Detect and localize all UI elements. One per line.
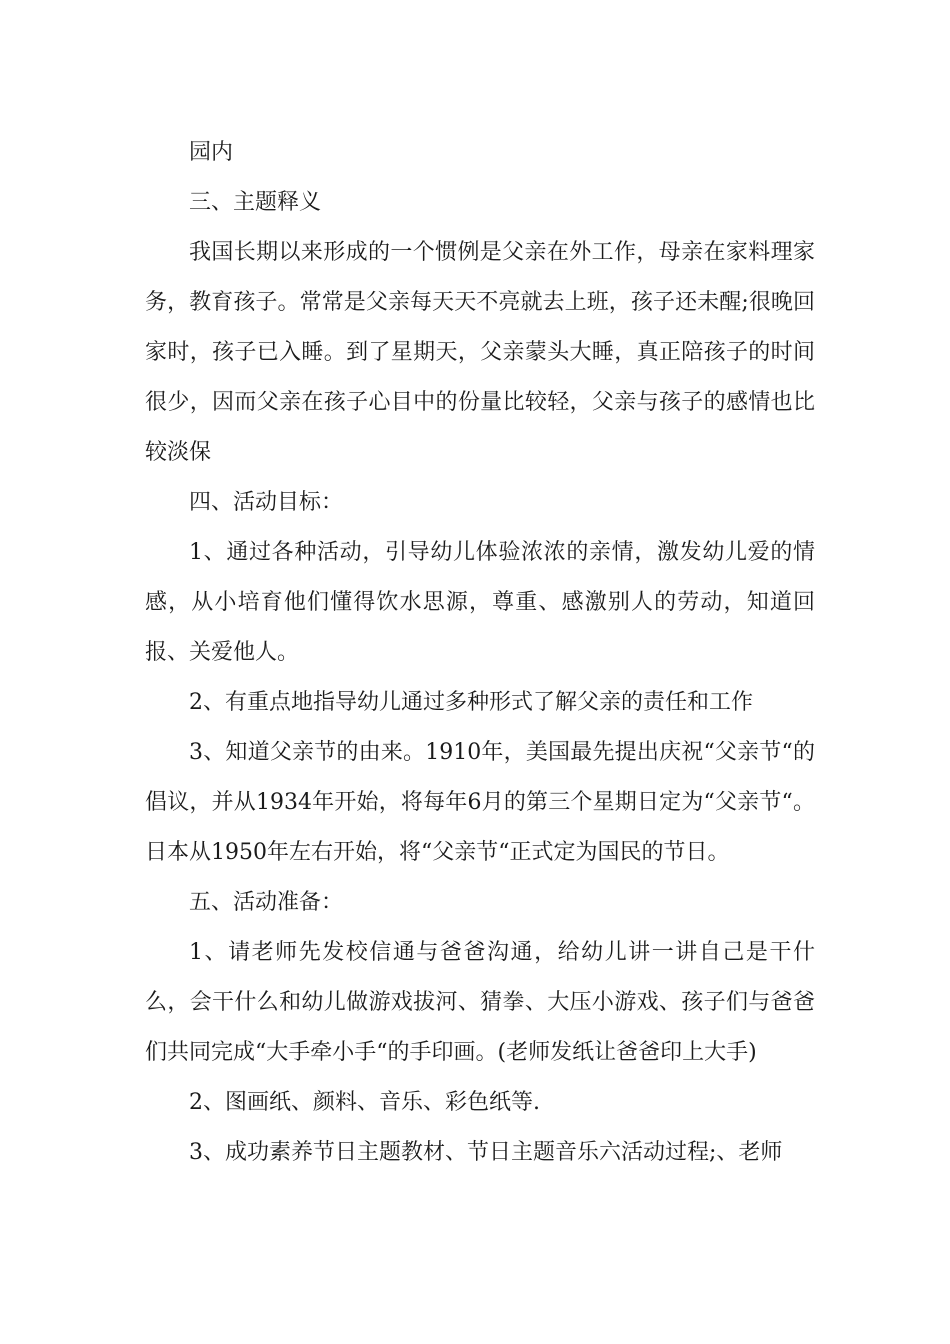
paragraph-preparation-2: 2、图画纸、颜料、音乐、彩色纸等. [189,1090,540,1115]
paragraph-preparation-3: 3、成功素养节日主题教材、节日主题音乐六活动过程;、老师 [189,1140,783,1165]
heading-theme-meaning: 三、主题释义 [189,190,322,215]
heading-activity-preparation: 五、活动准备： [189,890,344,915]
paragraph-goal-1: 1、通过各种活动，引导幼儿体验浓浓的亲情，激发幼儿爱的情感，从小培育他们懂得饮水思源，尊重、感激别人的劳动，知道回报、关爱他人。 [145,540,815,665]
heading-activity-goals: 四、活动目标： [189,490,344,515]
paragraph-goal-2: 2、有重点地指导幼儿通过多种形式了解父亲的责任和工作 [189,690,753,715]
paragraph-goal-3: 3、知道父亲节的由来。1910年，美国最先提出庆祝“父亲节“的倡议，并从1934年开始，将每年6月的第三个星期日定为“父亲节“。日本从1950年左右开始，将“父亲节“正式定为国民的节日。 [145,740,815,865]
paragraph-location: 园内 [189,140,234,165]
document-body [145,128,815,1178]
paragraph-theme-meaning: 我国长期以来形成的一个惯例是父亲在外工作，母亲在家料理家务，教育孩子。常常是父亲每天天不亮就去上班，孩子还未醒;很晚回家时，孩子已入睡。到了星期天，父亲蒙头大睡，真正陪孩子的时间很少，因而父亲在孩子心目中的份量比较轻，父亲与孩子的感情也比较淡保 [145,240,815,465]
paragraph-preparation-1: 1、请老师先发校信通与爸爸沟通，给幼儿讲一讲自己是干什么，会干什么和幼儿做游戏拔河、猜拳、大压小游戏、孩子们与爸爸们共同完成“大手牵小手“的手印画。(老师发纸让爸爸印上大手) [145,940,815,1065]
